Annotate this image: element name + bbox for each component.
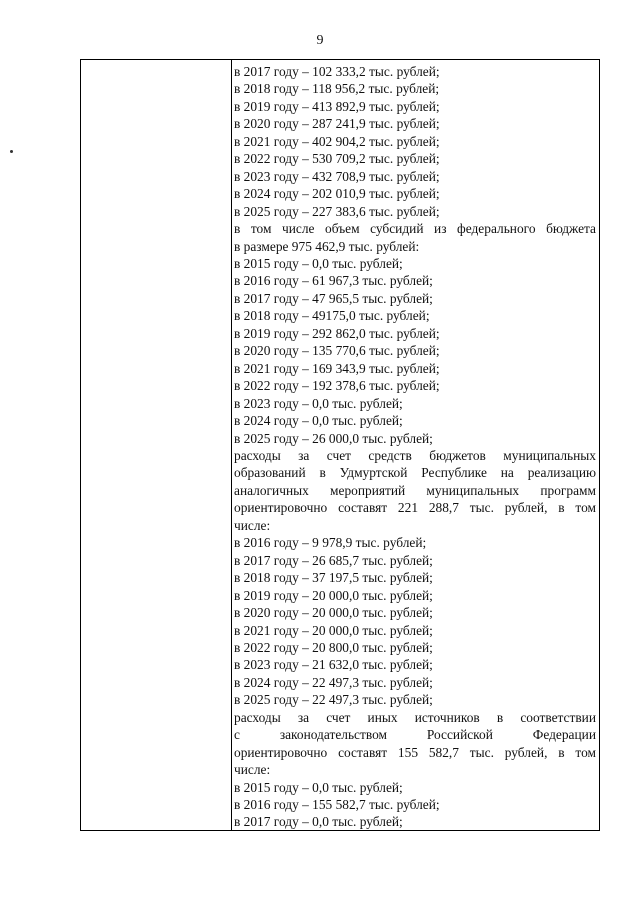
text-line: в 2018 году – 49175,0 тыс. рублей;: [234, 308, 430, 324]
text-line: в 2016 году – 155 582,7 тыс. рублей;: [234, 797, 440, 813]
text-line: в 2022 году – 192 378,6 тыс. рублей;: [234, 378, 440, 394]
text-line: с законодательством Российской Федерации: [234, 727, 596, 743]
text-line: числе:: [234, 762, 271, 778]
table-right-cell: [234, 63, 596, 831]
text-line: в том числе объем субсидий из федерального бюджета: [234, 221, 596, 237]
text-line: в 2020 году – 287 241,9 тыс. рублей;: [234, 116, 440, 132]
scan-speck: [10, 150, 13, 153]
text-line: расходы за счет иных источников в соответствии: [234, 709, 596, 725]
text-line: в 2024 году – 0,0 тыс. рублей;: [234, 413, 403, 429]
text-line: в 2022 году – 20 800,0 тыс. рублей;: [234, 639, 433, 655]
text-line: в 2023 году – 432 708,9 тыс. рублей;: [234, 168, 440, 184]
text-line: в 2018 году – 37 197,5 тыс. рублей;: [234, 570, 433, 586]
text-line: ориентировочно составят 155 582,7 тыс. рублей, в том: [234, 744, 596, 760]
text-line: в 2017 году – 26 685,7 тыс. рублей;: [234, 552, 433, 568]
text-line: в размере 975 462,9 тыс. рублей:: [234, 238, 420, 254]
text-line: в 2025 году – 227 383,6 тыс. рублей;: [234, 203, 440, 219]
text-line: в 2020 году – 20 000,0 тыс. рублей;: [234, 605, 433, 621]
text-line: в 2025 году – 26 000,0 тыс. рублей;: [234, 430, 433, 446]
text-line: числе:: [234, 517, 271, 533]
text-line: образований в Удмуртской Республике на реализацию: [234, 465, 596, 481]
text-line: в 2017 году – 47 965,5 тыс. рублей;: [234, 290, 433, 306]
text-line: в 2021 году – 20 000,0 тыс. рублей;: [234, 622, 433, 638]
text-line: в 2019 году – 292 862,0 тыс. рублей;: [234, 325, 440, 341]
text-line: в 2017 году – 102 333,2 тыс. рублей;: [234, 64, 440, 79]
text-line: в 2019 году – 413 892,9 тыс. рублей;: [234, 98, 440, 114]
page-number: 9: [316, 33, 324, 48]
text-line: в 2021 году – 169 343,9 тыс. рублей;: [234, 360, 440, 376]
text-line: в 2016 году – 9 978,9 тыс. рублей;: [234, 535, 427, 551]
text-line: в 2023 году – 0,0 тыс. рублей;: [234, 395, 403, 411]
text-line: в 2018 году – 118 956,2 тыс. рублей;: [234, 81, 440, 97]
text-line: в 2025 году – 22 497,3 тыс. рублей;: [234, 692, 433, 708]
document-table: [80, 59, 600, 831]
text-line: в 2020 году – 135 770,6 тыс. рублей;: [234, 343, 440, 359]
text-line: в 2023 году – 21 632,0 тыс. рублей;: [234, 657, 433, 673]
text-line: расходы за счет средств бюджетов муниципальных: [234, 447, 596, 463]
text-line: в 2022 году – 530 709,2 тыс. рублей;: [234, 151, 440, 167]
text-line: аналогичных мероприятий муниципальных программ: [234, 482, 596, 498]
text-line: в 2015 году – 0,0 тыс. рублей;: [234, 255, 403, 271]
text-line: в 2016 году – 61 967,3 тыс. рублей;: [234, 273, 433, 289]
text-line: в 2019 году – 20 000,0 тыс. рублей;: [234, 587, 433, 603]
text-line: ориентировочно составят 221 288,7 тыс. рублей, в том: [234, 500, 596, 516]
text-line: в 2024 году – 202 010,9 тыс. рублей;: [234, 186, 440, 202]
column-divider: [231, 60, 232, 830]
text-line: в 2017 году – 0,0 тыс. рублей;: [234, 814, 403, 830]
text-line: в 2015 году – 0,0 тыс. рублей;: [234, 779, 403, 795]
text-line: в 2021 году – 402 904,2 тыс. рублей;: [234, 133, 440, 149]
text-line: в 2024 году – 22 497,3 тыс. рублей;: [234, 674, 433, 690]
